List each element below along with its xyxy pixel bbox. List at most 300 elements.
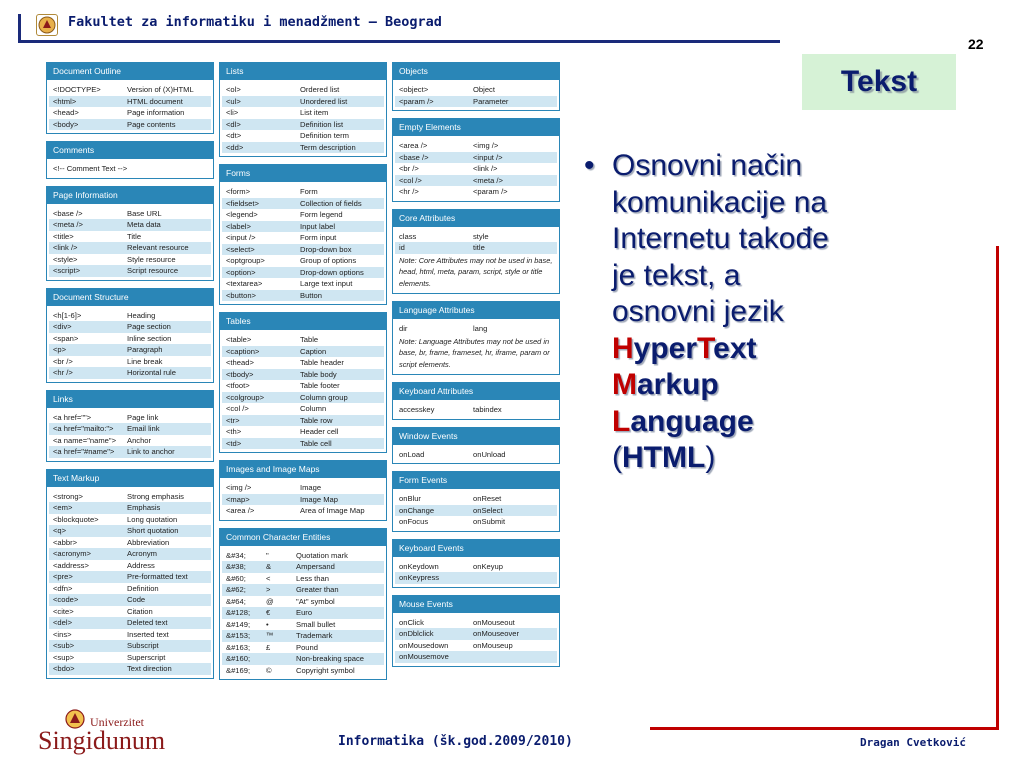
row-description: £ (266, 642, 271, 652)
reference-row (222, 84, 384, 96)
row-tag: onMousedown (399, 640, 449, 650)
paren: ) (705, 441, 716, 474)
row-description (473, 572, 557, 584)
row-description: Ordered list (300, 85, 340, 94)
row-description: onMouseover (473, 629, 520, 638)
cheatsheet-column-2 (219, 62, 387, 687)
row-description: Table row (300, 415, 333, 425)
header-rule (18, 40, 780, 43)
reference-row (222, 232, 384, 244)
row-tag: <strong> (53, 491, 83, 501)
row-tag: <h[1-6]> (53, 310, 82, 320)
reference-row (49, 254, 211, 266)
reference-row (395, 231, 557, 243)
reference-row (222, 550, 384, 562)
bottom-red-rule (650, 727, 999, 730)
row-tag: accesskey (399, 405, 435, 414)
row-tag: <col /> (399, 175, 422, 185)
reference-row (222, 142, 384, 154)
row-description: Collection of fields (300, 198, 362, 208)
reference-row (49, 629, 211, 641)
reference-row (395, 516, 557, 528)
bullet-symbol: • (584, 149, 595, 182)
word-rest: ext (713, 331, 757, 365)
row-tag: &#38; (226, 562, 246, 571)
section-form-events (392, 471, 560, 532)
section-body (47, 80, 213, 133)
section-title: Keyboard Attributes (393, 383, 559, 400)
row-description: <param /> (473, 187, 508, 196)
section-body (393, 400, 559, 419)
row-tag: <!DOCTYPE> (53, 85, 101, 94)
section-note: Note: Language Attributes may not be used in base, br, frame, frameset, hr, iframe, param or script elements. (399, 336, 550, 369)
row-tag: <code> (53, 595, 79, 604)
row-description: Input label (300, 221, 336, 231)
row-description: Short quotation (127, 526, 179, 535)
section-links (46, 390, 214, 462)
acronym-letter-t: T (697, 331, 714, 365)
reference-row (222, 334, 384, 346)
reference-row (49, 412, 211, 424)
section-title: Form Events (393, 472, 559, 489)
row-tag: <hr /> (399, 187, 419, 196)
row-description: Base URL (127, 208, 162, 218)
reference-row (222, 221, 384, 233)
reference-row (395, 572, 557, 584)
row-tag: <!-- Comment Text --> (53, 164, 127, 173)
row-tag: &#128; (226, 608, 251, 617)
section-body (47, 204, 213, 280)
row-description (473, 651, 557, 663)
word-rest: yper (633, 331, 698, 365)
reference-row (49, 617, 211, 629)
row-description: Quotation mark (296, 550, 348, 560)
reference-row (222, 665, 384, 677)
reference-row (395, 617, 557, 629)
row-tag: <q> (53, 526, 67, 535)
acronym-letter-m: M (612, 368, 637, 401)
row-description: Area of Image Map (300, 506, 365, 515)
row-tag: onFocus (399, 517, 429, 526)
row-tag: <base /> (399, 152, 429, 162)
row-tag: &#60; (226, 573, 246, 583)
row-tag: <head> (53, 108, 79, 117)
reference-row (49, 84, 211, 96)
reference-row (49, 446, 211, 458)
bullet-line-hypertext (612, 331, 976, 368)
paren: ( (612, 441, 622, 474)
reference-row (222, 653, 384, 665)
reference-row (49, 663, 211, 675)
reference-row (49, 208, 211, 220)
reference-row (222, 426, 384, 438)
reference-row (395, 186, 557, 198)
row-tag: <a href="mailto:"> (53, 424, 114, 433)
reference-row (222, 186, 384, 198)
row-description: Script resource (127, 266, 179, 275)
row-tag: onBlur (399, 494, 421, 503)
reference-row (49, 583, 211, 595)
row-tag: <sup> (53, 652, 75, 662)
reference-row (222, 244, 384, 256)
section-language-attributes (392, 301, 560, 375)
reference-row (49, 356, 211, 368)
reference-row (222, 255, 384, 267)
row-tag: &#153; (226, 631, 251, 640)
reference-row (222, 278, 384, 290)
row-description: Inserted text (127, 629, 169, 639)
row-description: < (266, 573, 271, 583)
row-description: Group of options (300, 256, 357, 265)
row-tag: <hr /> (53, 368, 73, 377)
row-tag: &#34; (226, 550, 246, 560)
row-description: Definition term (300, 131, 349, 140)
row-description: HTML document (127, 96, 183, 106)
faculty-logo-icon (36, 14, 58, 36)
row-description: Pound (296, 642, 318, 652)
section-body (47, 159, 213, 178)
row-tag: <li> (226, 108, 239, 117)
reference-row (395, 449, 557, 461)
row-tag: <tr> (226, 415, 240, 425)
row-description: Page section (127, 322, 171, 331)
row-description: Email link (127, 424, 160, 433)
row-description (127, 163, 211, 175)
row-tag: <p> (53, 345, 67, 354)
row-tag: class (399, 231, 417, 241)
reference-row (49, 242, 211, 254)
row-tag: <tbody> (226, 369, 254, 379)
row-tag: <area /> (399, 141, 428, 150)
section-text-markup (46, 469, 214, 679)
section-title: Core Attributes (393, 210, 559, 227)
section-page-information (46, 186, 214, 281)
row-description: Strong emphasis (127, 491, 184, 501)
row-tag: &#169; (226, 665, 251, 675)
reference-row (222, 357, 384, 369)
row-description: Small bullet (296, 619, 336, 629)
reference-row (49, 491, 211, 503)
row-tag: <dt> (226, 131, 242, 140)
row-description: • (266, 619, 269, 629)
row-tag: onDblclick (399, 629, 434, 638)
html-cheatsheet (46, 62, 560, 702)
row-tag: <address> (53, 560, 89, 570)
section-title: Forms (220, 165, 386, 182)
bullet-line: Internetu takođe (612, 222, 829, 255)
row-description: Long quotation (127, 514, 178, 524)
footer-author: Dragan Cvetković (860, 736, 966, 749)
word-rest: arkup (637, 368, 719, 401)
header-vertical-rule (18, 14, 21, 42)
row-tag: <caption> (226, 346, 260, 356)
section-title: Comments (47, 142, 213, 159)
section-keyboard-events (392, 539, 560, 588)
reference-row (49, 571, 211, 583)
row-tag: &#64; (226, 596, 246, 606)
row-tag: <span> (53, 333, 79, 343)
row-description: onMouseup (473, 640, 513, 650)
section-body (220, 546, 386, 680)
row-description: Horizontal rule (127, 368, 176, 377)
reference-row (49, 435, 211, 447)
row-description: <input /> (473, 152, 503, 162)
row-description: Link to anchor (127, 447, 175, 456)
row-tag: <ins> (53, 629, 72, 639)
row-description: <meta /> (473, 175, 503, 185)
row-description: tabindex (473, 405, 502, 414)
footer-course: Informatika (šk.god.2009/2010) (338, 734, 573, 749)
acronym-letter-l: L (612, 404, 631, 438)
row-description: onKeyup (473, 561, 503, 571)
reference-row (49, 560, 211, 572)
row-description: Copyright symbol (296, 665, 355, 675)
section-body (220, 478, 386, 520)
row-description: Form input (300, 233, 337, 242)
row-description: Trademark (296, 631, 333, 640)
row-description: Definition (127, 583, 159, 593)
row-tag: <option> (226, 267, 256, 277)
row-description: title (473, 243, 485, 252)
reference-row (395, 140, 557, 152)
row-description: onReset (473, 494, 502, 503)
row-tag: <col /> (226, 404, 249, 413)
row-description (266, 653, 296, 665)
reference-row (49, 219, 211, 231)
reference-row (395, 242, 557, 254)
section-body (393, 557, 559, 587)
row-description: Title (127, 231, 142, 241)
section-body (220, 330, 386, 452)
row-description: Subscript (127, 641, 159, 650)
section-body (393, 445, 559, 464)
reference-row (222, 619, 384, 631)
row-description: Non-breaking space (296, 654, 364, 663)
slide-title: Tekst (840, 65, 918, 98)
section-lists (219, 62, 387, 157)
section-body (47, 408, 213, 461)
row-description: List item (300, 108, 329, 117)
row-description: Page contents (127, 119, 176, 129)
section-mouse-events (392, 595, 560, 667)
reference-row (222, 198, 384, 210)
reference-row (49, 640, 211, 652)
row-description: & (266, 562, 272, 571)
section-title: Links (47, 391, 213, 408)
row-description: Term description (300, 142, 356, 152)
row-description: Definition list (300, 119, 344, 129)
reference-row (49, 652, 211, 664)
bullet-line: komunikacije na (612, 185, 828, 219)
section-title: Mouse Events (393, 596, 559, 613)
reference-row (222, 584, 384, 596)
reference-row (395, 175, 557, 187)
row-tag: <a name="name"> (53, 435, 117, 445)
row-description: Table cell (300, 438, 332, 448)
row-tag: <pre> (53, 572, 73, 581)
reference-row (222, 119, 384, 131)
row-tag: &#163; (226, 642, 251, 652)
reference-row (222, 630, 384, 642)
row-tag: <thead> (226, 358, 254, 367)
bullet-line: osnovni jezik (612, 295, 784, 328)
row-tag: <th> (226, 427, 242, 436)
reference-row (49, 548, 211, 560)
row-description: Drop-down box (300, 244, 352, 254)
section-body (220, 182, 386, 304)
row-description: Table footer (300, 381, 340, 390)
bullet-text (612, 148, 976, 477)
bullet-line-markup (612, 367, 976, 404)
section-forms (219, 164, 387, 305)
row-description: Relevant resource (127, 243, 189, 252)
row-description: Acronym (127, 549, 157, 558)
reference-row (222, 561, 384, 573)
reference-row (222, 130, 384, 142)
section-title: Text Markup (47, 470, 213, 487)
section-title: Document Outline (47, 63, 213, 80)
reference-row (49, 107, 211, 119)
row-description: Form (300, 187, 318, 196)
reference-row (395, 640, 557, 652)
row-description: Table (300, 335, 319, 344)
row-tag: <ul> (226, 96, 241, 106)
row-description: > (266, 585, 271, 594)
reference-row (395, 152, 557, 164)
row-description: Text direction (127, 664, 172, 673)
header-title: Fakultet za informatiku i menadžment – Beograd (68, 14, 442, 30)
section-tables (219, 312, 387, 453)
section-title: Empty Elements (393, 119, 559, 136)
row-description: Euro (296, 608, 313, 617)
reference-row (395, 404, 557, 416)
row-description: Form legend (300, 210, 343, 219)
row-tag: <ol> (226, 85, 241, 94)
row-tag: <bdo> (53, 664, 75, 673)
row-description: © (266, 665, 272, 675)
row-tag: <colgroup> (226, 392, 264, 402)
reference-row (395, 163, 557, 175)
section-body (393, 489, 559, 531)
reference-row (49, 344, 211, 356)
row-description: Emphasis (127, 503, 161, 512)
row-description: onSelect (473, 505, 503, 515)
section-title: Window Events (393, 428, 559, 445)
cheatsheet-column-1 (46, 62, 214, 686)
bullet-point (584, 148, 976, 477)
section-document-outline (46, 62, 214, 134)
word-rest: anguage (630, 404, 754, 438)
reference-row (222, 346, 384, 358)
row-description: Page information (127, 108, 185, 117)
row-tag: <img /> (226, 483, 252, 492)
reference-row (49, 321, 211, 333)
row-tag: <button> (226, 290, 256, 300)
section-title: Tables (220, 313, 386, 330)
row-description: Caption (300, 346, 327, 356)
row-tag: id (399, 243, 405, 252)
row-tag: <object> (399, 85, 429, 94)
row-tag: <tfoot> (226, 381, 250, 390)
row-description: Heading (127, 310, 156, 320)
university-name: Singidunum (38, 726, 166, 755)
row-tag: <acronym> (53, 549, 91, 558)
row-tag: <meta /> (53, 220, 83, 229)
reference-row (395, 505, 557, 517)
reference-row (222, 209, 384, 221)
row-tag: <script> (53, 266, 81, 275)
reference-row (49, 514, 211, 526)
row-description: onUnload (473, 449, 506, 459)
reference-row (222, 494, 384, 506)
row-tag: onKeydown (399, 561, 439, 571)
row-tag: onClick (399, 617, 424, 627)
row-tag: <cite> (53, 606, 74, 616)
row-description: Superscript (127, 652, 166, 662)
reference-row (49, 333, 211, 345)
row-description: style (473, 231, 489, 241)
section-body (220, 80, 386, 156)
section-body (393, 613, 559, 666)
acronym-letter-h: H (612, 331, 634, 365)
row-tag: <input /> (226, 233, 256, 242)
reference-row (222, 267, 384, 279)
row-tag: <dd> (226, 142, 244, 152)
reference-row (49, 525, 211, 537)
row-description: Unordered list (300, 96, 348, 106)
row-description: € (266, 608, 271, 617)
page-number: 22 (968, 36, 984, 52)
row-description: Deleted text (127, 618, 168, 627)
reference-row (395, 323, 557, 335)
reference-row (222, 415, 384, 427)
row-description: Style resource (127, 254, 176, 264)
row-description: Image (300, 483, 322, 492)
section-title: Images and Image Maps (220, 461, 386, 478)
bullet-line-language (612, 404, 976, 441)
reference-row (222, 403, 384, 415)
row-description: Code (127, 595, 146, 604)
reference-row (49, 119, 211, 131)
reference-row (49, 423, 211, 435)
row-tag: <br /> (399, 164, 419, 173)
row-description: Ampersand (296, 562, 335, 571)
row-description: Table body (300, 369, 337, 379)
reference-row (222, 380, 384, 392)
section-title: Common Character Entities (220, 529, 386, 546)
reference-row (395, 493, 557, 505)
row-tag: <param /> (399, 96, 434, 106)
row-tag: &#149; (226, 619, 251, 629)
row-tag: <select> (226, 244, 255, 254)
row-tag: onChange (399, 505, 435, 515)
reference-row (49, 96, 211, 108)
section-window-events (392, 427, 560, 465)
row-description: onMouseout (473, 617, 515, 627)
section-title: Lists (220, 63, 386, 80)
reference-row (49, 310, 211, 322)
row-tag: <area /> (226, 506, 255, 515)
reference-row (222, 438, 384, 450)
section-document-structure (46, 288, 214, 383)
row-description: Paragraph (127, 345, 163, 354)
section-body (47, 487, 213, 678)
reference-row (222, 369, 384, 381)
section-keyboard-attributes (392, 382, 560, 420)
reference-row (49, 606, 211, 618)
row-description: onSubmit (473, 517, 506, 526)
reference-row (222, 505, 384, 517)
